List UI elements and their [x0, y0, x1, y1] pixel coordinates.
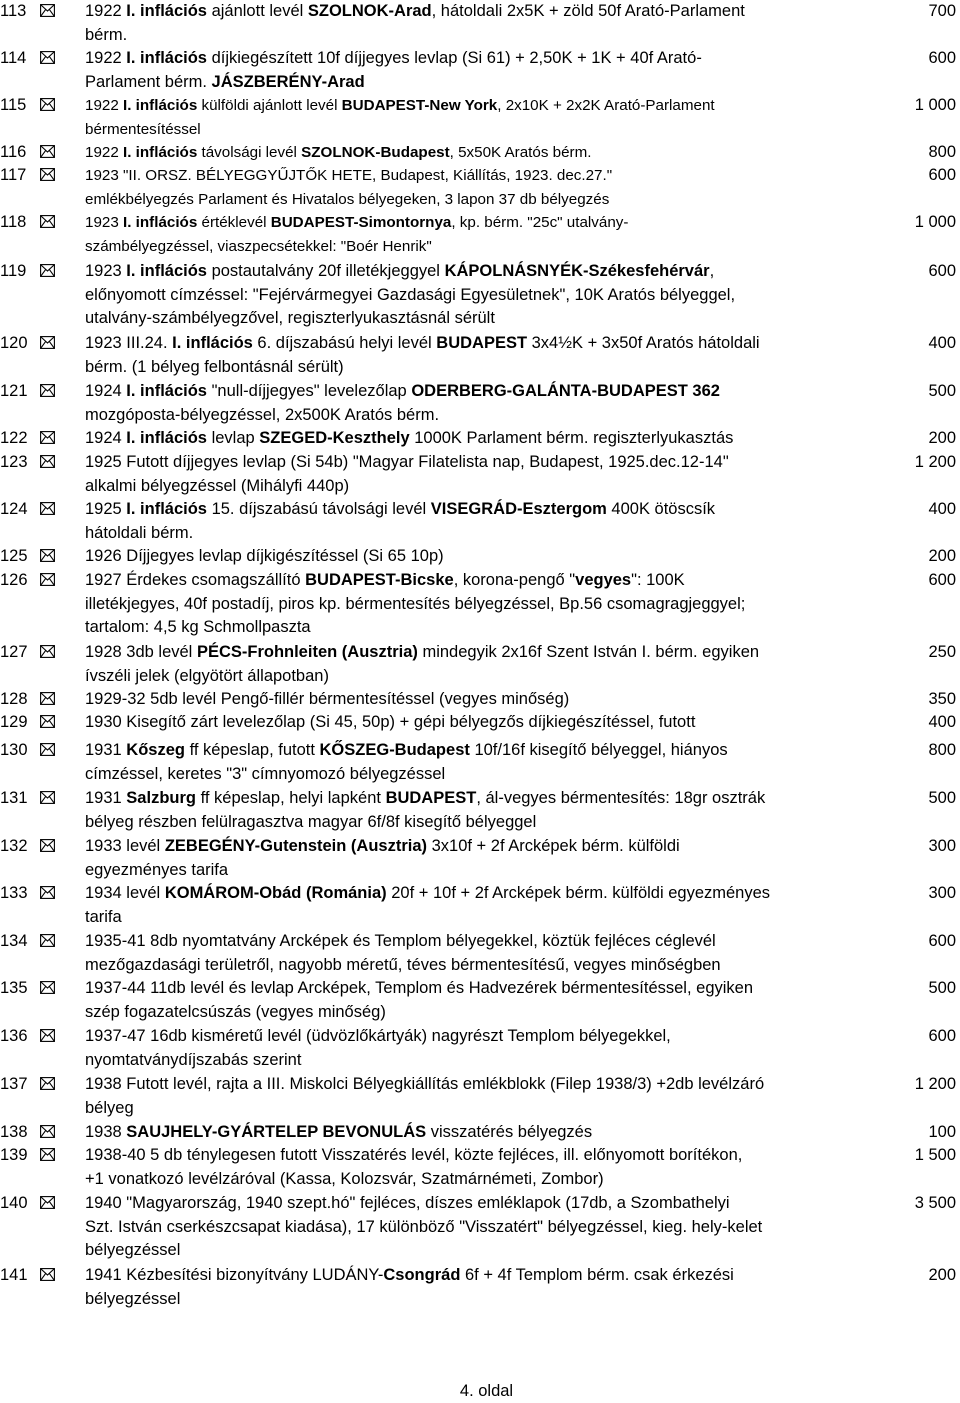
lot-price: 300 — [928, 884, 956, 902]
text-segment: 1923 — [85, 262, 127, 280]
text-segment: "null-díjjegyes" levelezőlap — [206, 382, 412, 400]
description-line — [85, 475, 875, 499]
emphasized-text: KŐSZEG-Budapest — [319, 741, 470, 759]
envelope-icon — [40, 455, 55, 468]
envelope-icon — [40, 431, 55, 444]
lot-description — [85, 498, 875, 545]
description-line — [85, 1121, 875, 1145]
text-segment: 1931 — [85, 789, 127, 807]
text-segment: előnyomott címzéssel: "Fejérvármegyei Gazdasági Egyesületnek", 10K Aratós bélyeggel, — [85, 285, 736, 304]
lot-price: 250 — [928, 643, 956, 661]
description-line — [85, 141, 875, 165]
envelope-icon — [40, 981, 55, 994]
text-segment: postautalvány 20f illetékjeggyel — [206, 262, 445, 280]
lot-number: 118 — [0, 213, 27, 231]
lot-number: 140 — [0, 1194, 28, 1212]
text-segment: egyezményes tarifa — [85, 860, 229, 879]
lot-price: 400 — [928, 500, 956, 518]
description-line — [85, 665, 875, 689]
description-line — [85, 787, 875, 811]
description-line — [85, 545, 875, 569]
emphasized-text: Salzburg — [126, 789, 196, 807]
text-segment: 20f + 10f + 2f Arcképek bérm. külföldi egyezményes — [386, 884, 771, 902]
description-line — [85, 1097, 875, 1121]
description-line — [85, 835, 875, 859]
text-segment: tarifa — [85, 907, 122, 926]
envelope-icon — [40, 934, 55, 947]
envelope-icon — [40, 1148, 55, 1161]
text-segment: ajánlott levél — [206, 2, 308, 20]
text-segment: 10f/16f kisegítő bélyeggel, hiányos — [469, 741, 728, 759]
lot-price: 500 — [928, 979, 956, 997]
lot-number: 131 — [0, 789, 28, 807]
description-line — [85, 930, 875, 954]
text-segment: 1923 "II. ORSZ. BÉLYEGGYŰJTŐK HETE, Budapest, Kiállítás, 1923. dec.27." — [85, 167, 613, 184]
description-line — [85, 522, 875, 546]
text-segment: 1927 Érdekes csomagszállító — [85, 571, 306, 589]
description-line — [85, 356, 875, 380]
lot-price: 200 — [928, 1266, 956, 1284]
text-segment: 1922 — [85, 49, 127, 67]
description-line — [85, 118, 875, 142]
lot-number: 115 — [0, 96, 27, 114]
envelope-icon — [40, 168, 55, 181]
envelope-icon — [40, 1125, 55, 1138]
text-segment: ff képeslap, futott — [184, 741, 320, 759]
lot-price: 200 — [928, 547, 956, 565]
text-segment: ff képeslap, helyi lapként — [195, 789, 386, 807]
text-segment: ívszéli jelek (elgyötört állapotban) — [85, 666, 329, 685]
lot-description — [85, 0, 875, 47]
lot-description — [85, 1121, 875, 1145]
text-segment: 1925 — [85, 500, 127, 518]
text-segment: 1922 — [85, 97, 124, 114]
emphasized-text: I. inflációs — [126, 49, 207, 67]
lot-description — [85, 1192, 875, 1263]
lot-price: 800 — [928, 143, 956, 161]
lot-number: 130 — [0, 741, 28, 759]
description-line — [85, 404, 875, 428]
lot-number: 134 — [0, 932, 28, 950]
lot-description — [85, 1073, 875, 1120]
lot-price: 600 — [928, 166, 956, 184]
lot-price: 3 500 — [914, 1194, 956, 1212]
text-segment: külföldi ajánlott levél — [197, 97, 342, 114]
lot-price: 1 000 — [914, 96, 956, 114]
envelope-icon — [40, 715, 55, 728]
lot-description — [85, 688, 875, 712]
text-segment: 1931 — [85, 741, 127, 759]
text-segment: alkalmi bélyegzéssel (Mihályfi 440p) — [85, 476, 350, 495]
lot-description — [85, 835, 875, 882]
text-segment: 1924 — [85, 382, 127, 400]
emphasized-text: BUDAPEST-Simontornya — [270, 214, 452, 231]
text-segment: címzéssel, keretes "3" címnyomozó bélyegzéssel — [85, 764, 446, 783]
envelope-icon — [40, 645, 55, 658]
envelope-icon — [40, 215, 55, 228]
text-segment: 1940 "Magyarország, 1940 szept.hó" fejléces, díszes emléklapok (17db, a Szombathelyi — [85, 1194, 730, 1212]
text-segment: 1924 — [85, 429, 127, 447]
description-line — [85, 235, 875, 259]
description-line — [85, 47, 875, 71]
text-segment: , korona-pengő " — [453, 571, 576, 589]
lot-number: 141 — [0, 1266, 28, 1284]
text-segment: tartalom: 4,5 kg Schmollpaszta — [85, 618, 311, 636]
lot-number: 123 — [0, 453, 28, 471]
emphasized-text: I. inflációs — [172, 334, 253, 352]
text-segment: számbélyegzéssel, viaszpecsétekkel: "Boér Henrik" — [85, 237, 432, 255]
description-line — [85, 307, 875, 331]
lot-price: 600 — [928, 1027, 956, 1045]
description-line — [85, 451, 875, 475]
lot-number: 119 — [0, 262, 27, 280]
lot-number: 124 — [0, 500, 28, 518]
lot-description — [85, 260, 875, 331]
description-line — [85, 1288, 875, 1312]
lot-price: 500 — [928, 382, 956, 400]
emphasized-text: KOMÁROM-Obád (Románia) — [164, 884, 387, 902]
lot-price: 1 000 — [914, 213, 956, 231]
text-segment: 1938-40 5 db ténylegesen futott Visszatérés levél, közte fejléces, ill. előnyomott borítékon, — [85, 1146, 743, 1164]
emphasized-text: SZOLNOK-Arad — [307, 2, 432, 20]
text-segment: 3x4½K + 3x50f Aratós hátoldali — [527, 334, 760, 352]
description-line — [85, 763, 875, 787]
lot-description — [85, 1144, 875, 1191]
emphasized-text: JÁSZBERÉNY-Arad — [211, 72, 365, 91]
lot-number: 125 — [0, 547, 28, 565]
lot-description — [85, 380, 875, 427]
lot-number: 120 — [0, 334, 28, 352]
lot-number: 129 — [0, 713, 28, 731]
text-segment: 1935-41 8db nyomtatvány Arcképek és Templom bélyegekkel, köztük fejléces céglevél — [85, 932, 716, 950]
emphasized-text: I. inflációs — [126, 500, 207, 518]
envelope-icon — [40, 502, 55, 515]
text-segment: 400K ötöscsík — [606, 500, 716, 518]
text-segment: értéklevél — [197, 214, 271, 231]
emphasized-text: BUDAPEST-Bicske — [305, 571, 454, 589]
lot-price: 200 — [928, 429, 956, 447]
text-segment: 1934 levél — [85, 884, 165, 902]
lot-number: 128 — [0, 690, 28, 708]
emphasized-text: BUDAPEST-New York — [341, 97, 498, 114]
lot-price: 1 200 — [914, 1075, 956, 1093]
envelope-icon — [40, 1029, 55, 1042]
text-segment: illetékjegyes, 40f postadíj, piros kp. bérmentesítés bélyegzéssel, Bp.56 csomagragjeggyel; — [85, 594, 746, 613]
envelope-icon — [40, 573, 55, 586]
lot-number: 113 — [0, 2, 27, 20]
lot-description — [85, 141, 875, 165]
description-line — [85, 71, 875, 95]
description-line — [85, 1168, 875, 1192]
description-line — [85, 977, 875, 1001]
description-line — [85, 1264, 875, 1288]
description-line — [85, 739, 875, 763]
text-segment: 1930 Kisegítő zárt levelezőlap (Si 45, 50p) + gépi bélyegzős díjkiegészítéssel, futott — [85, 713, 696, 731]
description-line — [85, 211, 875, 235]
text-segment: utalvány-számbélyegzővel, regiszterlyukasztásnál sérült — [85, 309, 495, 327]
lot-number: 138 — [0, 1123, 28, 1141]
description-line — [85, 593, 875, 617]
envelope-icon — [40, 336, 55, 349]
description-line — [85, 859, 875, 883]
text-segment: távolsági levél — [197, 144, 302, 161]
description-line — [85, 0, 875, 24]
text-segment: Szt. István cserkészcsapat kiadása), 17 különböző "Visszatért" bélyegzéssel, kieg. hely-kelet — [85, 1217, 763, 1236]
envelope-icon — [40, 384, 55, 397]
description-line — [85, 380, 875, 404]
description-line — [85, 1144, 875, 1168]
lot-description — [85, 977, 875, 1024]
lot-number: 139 — [0, 1146, 28, 1164]
description-line — [85, 1073, 875, 1097]
description-line — [85, 954, 875, 978]
description-line — [85, 1192, 875, 1216]
text-segment: díjkiegészített 10f díjjegyes levlap (Si 61) + 2,50K + 1K + 40f Arató- — [206, 49, 702, 67]
emphasized-text: VISEGRÁD-Esztergom — [430, 500, 607, 518]
lot-description — [85, 211, 875, 258]
lot-number: 133 — [0, 884, 28, 902]
text-segment: , hátoldali 2x5K + zöld 50f Arató-Parlament — [431, 2, 745, 20]
lot-description — [85, 427, 875, 451]
lot-number: 126 — [0, 571, 28, 589]
lot-number: 117 — [0, 166, 27, 184]
lot-description — [85, 930, 875, 977]
lot-number: 116 — [0, 143, 27, 161]
emphasized-text: I. inflációs — [126, 429, 207, 447]
description-line — [85, 94, 875, 118]
lot-number: 137 — [0, 1075, 28, 1093]
text-segment: visszatérés bélyegzés — [426, 1123, 593, 1141]
lot-price: 350 — [928, 690, 956, 708]
lot-price: 600 — [928, 932, 956, 950]
description-line — [85, 569, 875, 593]
text-segment: 15. díjszabású távolsági levél — [206, 500, 431, 518]
text-segment: , kp. bérm. "25c" utalvány- — [451, 214, 629, 231]
description-line — [85, 188, 875, 212]
description-line — [85, 284, 875, 308]
emphasized-text: PÉCS-Frohnleiten (Ausztria) — [196, 643, 418, 661]
emphasized-text: SZEGED-Keszthely — [259, 429, 410, 447]
description-line — [85, 24, 875, 48]
text-segment: emlékbélyegzés Parlament és Hivatalos bélyegeken, 3 lapon 37 db bélyegzés — [85, 190, 610, 208]
lot-price: 400 — [928, 713, 956, 731]
text-segment: 1922 — [85, 144, 124, 161]
description-line — [85, 906, 875, 930]
text-segment: 1922 — [85, 2, 127, 20]
text-segment: 1929-32 5db levél Pengő-fillér bérmentesítéssel (vegyes minőség) — [85, 690, 570, 708]
emphasized-text: BUDAPEST — [385, 789, 477, 807]
envelope-icon — [40, 549, 55, 562]
text-segment: 6f + 4f Templom bérm. csak érkezési — [460, 1266, 734, 1284]
envelope-icon — [40, 51, 55, 64]
text-segment: 1928 3db levél — [85, 643, 197, 661]
description-line — [85, 1049, 875, 1073]
description-line — [85, 260, 875, 284]
emphasized-text: Kőszeg — [126, 741, 185, 759]
emphasized-text: I. inflációs — [123, 97, 198, 114]
text-segment: +1 vonatkozó levélzáróval (Kassa, Kolozsvár, Szatmárnémeti, Zombor) — [85, 1169, 604, 1188]
lot-number: 121 — [0, 382, 28, 400]
description-line — [85, 616, 875, 640]
description-line — [85, 641, 875, 665]
text-segment: Parlament bérm. — [85, 72, 212, 91]
text-segment: 1925 Futott díjjegyes levlap (Si 54b) "Magyar Filatelista nap, Budapest, 1925.dec.12-14" — [85, 453, 729, 471]
lot-price: 800 — [928, 741, 956, 759]
lot-number: 132 — [0, 837, 28, 855]
description-line — [85, 332, 875, 356]
envelope-icon — [40, 886, 55, 899]
text-segment: 1941 Kézbesítési bizonyítvány LUDÁNY- — [85, 1266, 384, 1284]
description-line — [85, 164, 875, 188]
description-line — [85, 1001, 875, 1025]
lot-description — [85, 1264, 875, 1311]
emphasized-text: I. inflációs — [123, 144, 198, 161]
description-line — [85, 1239, 875, 1263]
lot-description — [85, 332, 875, 379]
lot-number: 135 — [0, 979, 28, 997]
text-segment: 1000K Parlament bérm. regiszterlyukasztás — [409, 429, 734, 447]
text-segment: mindegyik 2x16f Szent István I. bérm. egyiken — [417, 643, 760, 661]
envelope-icon — [40, 743, 55, 756]
text-segment: , 5x50K Aratós bérm. — [449, 144, 592, 161]
lot-price: 600 — [928, 49, 956, 67]
text-segment: levlap — [206, 429, 260, 447]
envelope-icon — [40, 839, 55, 852]
text-segment: bérm. — [85, 25, 128, 44]
lot-number: 127 — [0, 643, 28, 661]
text-segment: hátoldali bérm. — [85, 523, 194, 542]
lot-description — [85, 164, 875, 211]
lot-description — [85, 711, 875, 735]
envelope-icon — [40, 264, 55, 277]
envelope-icon — [40, 4, 55, 17]
description-line — [85, 882, 875, 906]
lot-description — [85, 545, 875, 569]
lot-description — [85, 882, 875, 929]
description-line — [85, 811, 875, 835]
emphasized-text: KÁPOLNÁSNYÉK-Székesfehérvár — [444, 262, 710, 280]
description-line — [85, 427, 875, 451]
lot-description — [85, 787, 875, 834]
text-segment: mezőgazdasági területről, nagyobb méretű, téves bérmentesítésű, vegyes minőségben — [85, 955, 721, 974]
emphasized-text: I. inflációs — [126, 2, 207, 20]
lot-description — [85, 451, 875, 498]
lot-price: 700 — [928, 2, 956, 20]
description-line — [85, 1025, 875, 1049]
lot-description — [85, 1025, 875, 1072]
lot-price: 500 — [928, 789, 956, 807]
text-segment: bélyeg részben felülragasztva magyar 6f/8f kisegítő bélyeggel — [85, 812, 537, 831]
lot-price: 100 — [928, 1123, 956, 1141]
text-segment: 1938 Futott levél, rajta a III. Miskolci Bélyegkiállítás emlékblokk (Filep 1938/3) +2db levélzáró — [85, 1075, 765, 1093]
description-line — [85, 688, 875, 712]
lot-price: 1 500 — [914, 1146, 956, 1164]
text-segment: , 2x10K + 2x2K Arató-Parlament — [497, 97, 715, 114]
lot-number: 136 — [0, 1027, 28, 1045]
text-segment: 1937-47 16db kisméretű levél (üdvözlőkártyák) nagyrészt Templom bélyegekkel, — [85, 1027, 671, 1045]
text-segment: bélyeg — [85, 1098, 134, 1117]
lot-description — [85, 739, 875, 786]
text-segment: bélyegzéssel — [85, 1241, 181, 1259]
text-segment: , ál-vegyes bérmentesítés: 18gr osztrák — [476, 789, 766, 807]
lot-price: 600 — [928, 262, 956, 280]
envelope-icon — [40, 1268, 55, 1281]
lot-price: 300 — [928, 837, 956, 855]
page-number: 4. oldal — [459, 1382, 514, 1400]
envelope-icon — [40, 98, 55, 111]
lot-price: 600 — [928, 571, 956, 589]
lot-number: 114 — [0, 49, 27, 67]
text-segment: 1937-44 11db levél és levlap Arcképek, Templom és Hadvezérek bérmentesítéssel, egyiken — [85, 979, 754, 997]
emphasized-text: ODERBERG-GALÁNTA-BUDAPEST 362 — [411, 382, 720, 400]
description-line — [85, 1216, 875, 1240]
emphasized-text: ZEBEGÉNY-Gutenstein (Ausztria) — [164, 837, 428, 855]
text-segment: 1923 — [85, 214, 124, 231]
text-segment: bérmentesítéssel — [85, 120, 201, 138]
text-segment: ": 100K — [631, 571, 685, 589]
lot-description — [85, 94, 875, 141]
envelope-icon — [40, 1196, 55, 1209]
text-segment: 3x10f + 2f Arcképek bérm. külföldi — [427, 837, 680, 855]
lot-price: 1 200 — [914, 453, 956, 471]
lot-description — [85, 641, 875, 688]
envelope-icon — [40, 1077, 55, 1090]
envelope-icon — [40, 692, 55, 705]
text-segment: bélyegzéssel — [85, 1289, 181, 1308]
text-segment: 1923 III.24. — [85, 334, 173, 352]
emphasized-text: I. inflációs — [126, 382, 207, 400]
emphasized-text: Csongrád — [383, 1266, 461, 1284]
description-line — [85, 498, 875, 522]
emphasized-text: SZOLNOK-Budapest — [301, 144, 450, 161]
lot-number: 122 — [0, 429, 28, 447]
text-segment: mozgóposta-bélyegzéssel, 2x500K Aratós bérm. — [85, 405, 440, 424]
text-segment: 1926 Díjjegyes levlap díjkigészítéssel (Si 65 10p) — [85, 547, 444, 565]
envelope-icon — [40, 145, 55, 158]
text-segment: nyomtatványdíjszabás szerint — [85, 1050, 302, 1069]
lot-price: 400 — [928, 334, 956, 352]
text-segment: 6. díjszabású helyi levél — [252, 334, 437, 352]
text-segment: bérm. (1 bélyeg felbontásnál sérült) — [85, 357, 344, 376]
emphasized-text: BUDAPEST — [436, 334, 528, 352]
text-segment: , — [709, 262, 715, 280]
emphasized-text: SAUJHELY-GYÁRTELEP BEVONULÁS — [126, 1123, 427, 1141]
envelope-icon — [40, 791, 55, 804]
text-segment: 1938 — [85, 1123, 127, 1141]
lot-description — [85, 47, 875, 94]
lot-description — [85, 569, 875, 640]
description-line — [85, 711, 875, 735]
text-segment: 1933 levél — [85, 837, 165, 855]
emphasized-text: I. inflációs — [126, 262, 207, 280]
emphasized-text: I. inflációs — [123, 214, 198, 231]
emphasized-text: vegyes — [575, 571, 632, 589]
text-segment: szép fogazatelcsúszás (vegyes minőség) — [85, 1002, 386, 1021]
